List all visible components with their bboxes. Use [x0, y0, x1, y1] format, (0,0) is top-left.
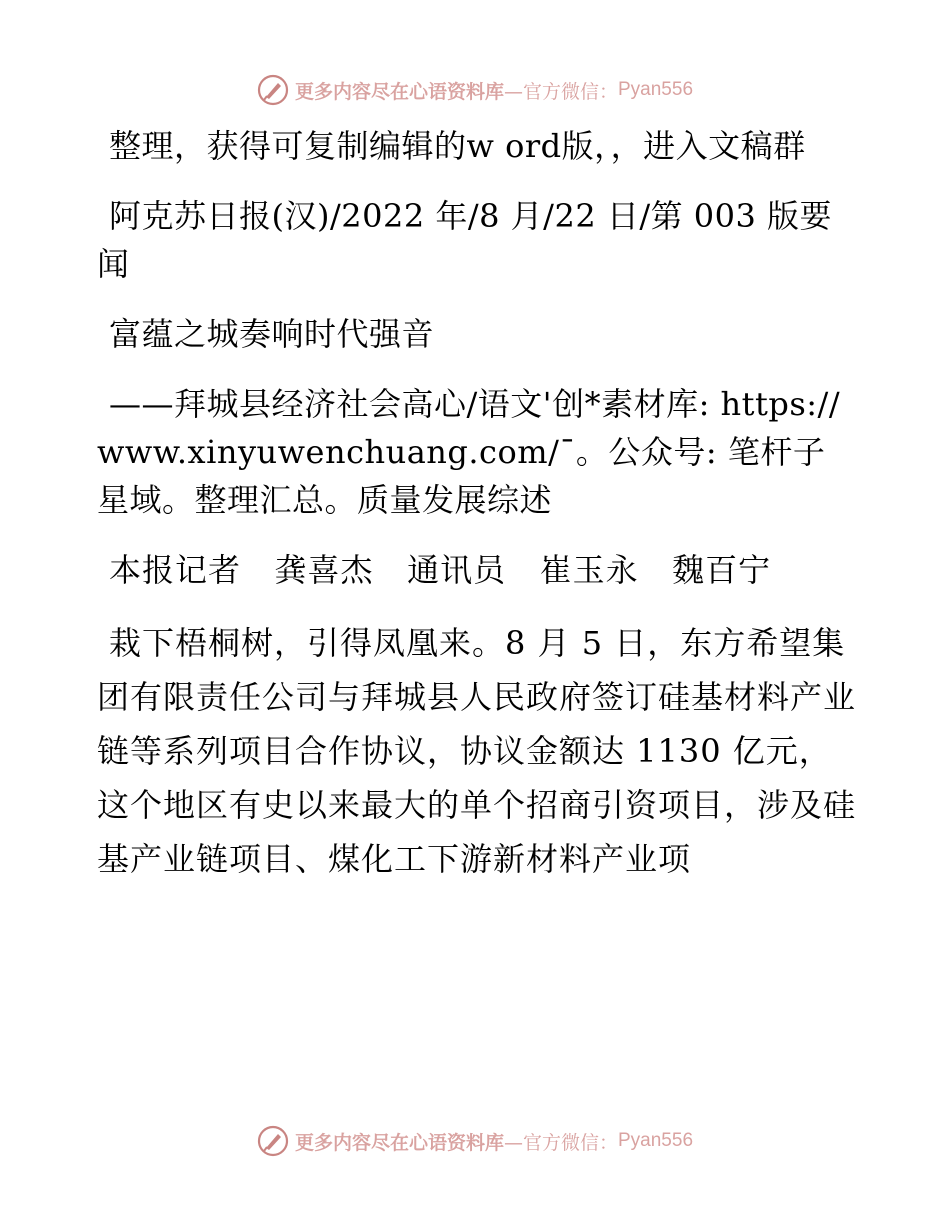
quill-logo-icon	[257, 74, 289, 106]
header-watermark	[0, 70, 950, 110]
quill-logo-icon	[257, 1125, 289, 1157]
headline: 富蕴之城奏响时代强音	[109, 315, 435, 353]
watermark-text: 更多内容尽在心语资料库	[294, 1131, 504, 1154]
source-line: 阿克苏日报(汉)/2022 年/8 月/22 日/第 003 版要闻	[97, 197, 833, 283]
byline	[97, 546, 857, 594]
watermark-wechat-id: Pyan556	[618, 79, 694, 100]
byline-name-2: 崔玉永	[539, 551, 639, 589]
body-paragraph: 栽下梧桐树，引得凤凰来。8 月 5 日，东方希望集团有限责任公司与拜城县人民政府签订硅基材料产业链等系列项目合作协议，协议金额达 1130 亿元，这个地区有史以来最大的单个招商引资项目，涉及硅基产业链项目、煤化工下游新材料产业项	[97, 624, 857, 878]
byline-role-reporter: 本报记者	[109, 551, 242, 589]
subtitle: ——拜城县经济社会高心/语文'创*素材库: https://www.xinyuwenchuang.com/¯。公众号: 笔杆子星域。整理汇总。质量发展综述	[97, 385, 841, 519]
intro-paragraph: 整理，获得可复制编辑的w ord版，，进入文稿群	[109, 127, 806, 165]
watermark-wechat-id: Pyan556	[618, 1130, 694, 1151]
watermark-separator: —官方微信：	[503, 80, 618, 103]
byline-role-correspondent: 通讯员	[407, 551, 507, 589]
footer-watermark	[0, 1121, 950, 1161]
document-body	[97, 122, 857, 886]
watermark-separator: —官方微信：	[503, 1131, 618, 1154]
watermark-text: 更多内容尽在心语资料库	[294, 80, 504, 103]
byline-name-3: 魏百宁	[672, 551, 772, 589]
byline-name-1: 龚喜杰	[274, 551, 374, 589]
